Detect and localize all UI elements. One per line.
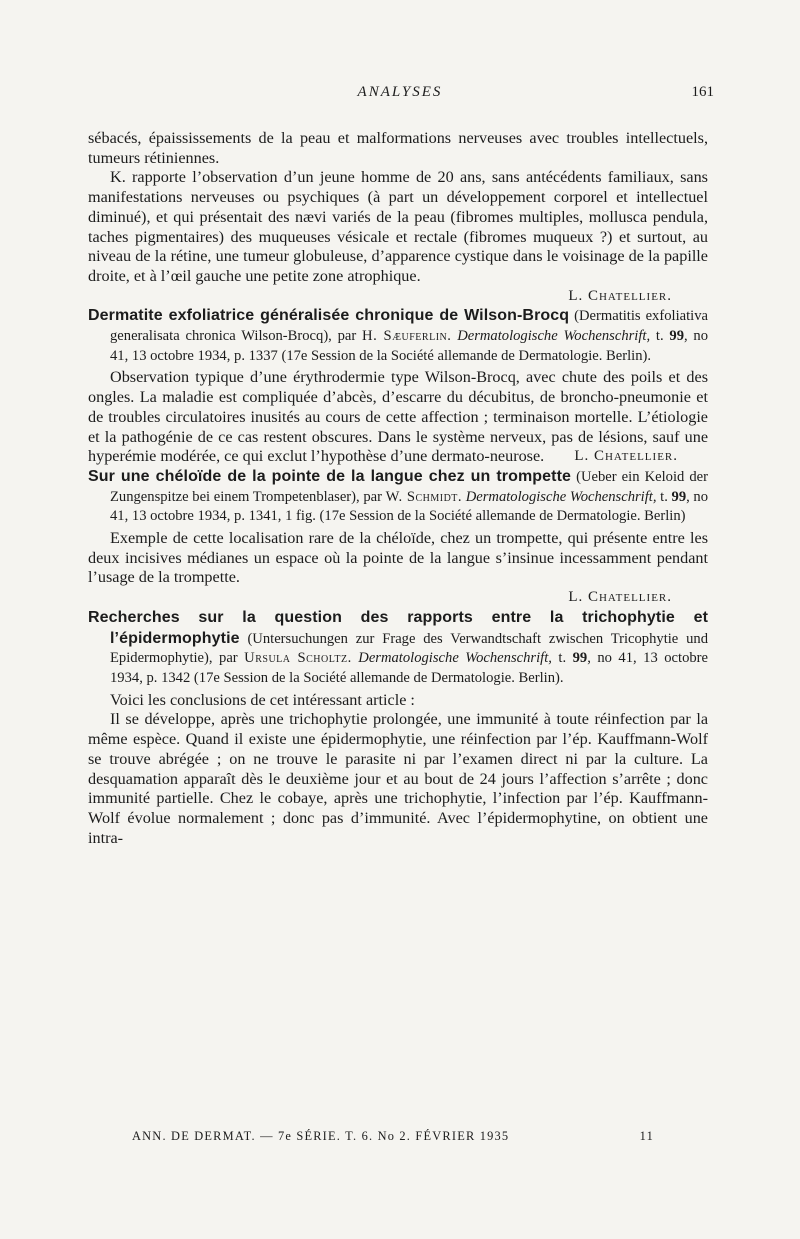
footer-citation: ANN. DE DERMAT. — 7e SÉRIE. T. 6. No 2. FÉVRIER 1935: [132, 1129, 510, 1143]
volume-prefix: t.: [656, 488, 672, 505]
continued-paragraph: K. rapporte l’observation d’un jeune homme de 20 ans, sans antécédents familiaux, sans manifestations nerveuses ou psychiques (à part un développement corporel et intellectuel diminué), et qui présentait des nævi variés de la peau (fibromes multiples, molluscа pendula, taches pigmentaires) des muqueuses vésicale et rectale (fibromes muqueux ?) et surtout, au niveau de la rétine, une tumeur globuleuse, d’apparence cystique dans le voisinage de la papille droite, et à l’œil gauche une petite zone atrophique.: [88, 168, 708, 285]
signature-mark: 11: [639, 1129, 654, 1143]
article-title: Recherches sur la question des rapports entre la trichophytie et l’épidermophytie: [88, 608, 708, 647]
volume-prefix: t.: [650, 328, 670, 345]
author: W. Schmidt.: [385, 488, 463, 505]
citation-details: , no 41, 13 octobre 1934, p. 1337 (17e Session de la Société allemande de Dermatologie. Berlin).: [110, 328, 709, 364]
journal-name: Dermatologische Wochenschrift,: [451, 328, 651, 345]
author: H. Sæuferlin.: [362, 328, 452, 345]
signature: L. Chatellier.: [568, 287, 672, 304]
article-body: Exemple de cette localisation rare de la chéloïde, chez un trompette, qui présente entre les deux incisives médianes un espace où la pointe de la langue s’insinue incessamment pendant l’usage de la trompette.: [88, 529, 708, 587]
original-title: (Dermatitis exfoliativa generalisata chronica Wilson-Brocq), par: [110, 308, 708, 345]
page-body: [88, 129, 708, 848]
article-heading: [88, 306, 708, 366]
citation-details: , no 41, 13 octobre 1934, p. 1342 (17e Session de la Société allemande de Dermatologie. Berlin).: [110, 650, 709, 686]
article-title: Dermatite exfoliatrice généralisée chronique de Wilson-Brocq: [88, 307, 570, 325]
page-header: [86, 84, 714, 106]
article-body: Il se développe, après une trichophytie prolongée, une immunité à toute réinfection par la même espèce. Quand il existe une épidermophytie, une réinfection par l’ép. Kauffmann-Wolf se trouve abrégée ; on ne trouve le parasite ni par l’examen direct ni par la culture. La desquamation apparaît dès le deuxième jour et au bout de 24 jours l’affection s’arrête ; donc immunité partielle. Chez le cobaye, après une trichophytie, l’infection par l’ép. Kauffmann-Wolf évolue normalement ; donc pas d’immunité. Avec l’épidermophytine, on obtient une intra-: [88, 710, 708, 847]
citation-details: , no 41, 13 octobre 1934, p. 1341, 1 fig. (17e Session de la Société allemande de Dermatologie. Berlin): [110, 488, 709, 525]
journal-name: Dermatologische Wochenschrift,: [462, 488, 657, 505]
article-text: Observation typique d’une érythrodermie type Wilson-Brocq, avec chute des poils et des ongles. La maladie est compliquée d’abcès, d’escarre du décubitus, de broncho-pneumonie et de troubles circulatoires inusités au cours de cette affection ; terminaison mortelle. L’étiologie et la pathogénie de ce cas restent obscures. Dans le système nerveux, pas de lésions, sauf une hyperémie modérée, ce qui exclut l’hypothèse d’une dermato-neurose.: [88, 368, 708, 466]
article-heading: [88, 608, 708, 689]
volume: 99: [671, 488, 687, 505]
volume-prefix: t.: [551, 650, 573, 667]
volume: 99: [572, 650, 588, 667]
volume: 99: [669, 328, 684, 345]
article-body: Voici les conclusions de cet intéressant article :: [110, 690, 415, 709]
article-heading: [88, 467, 708, 527]
article-title: Sur une chéloïde de la pointe de la langue chez un trompette: [88, 467, 572, 485]
original-title: (Untersuchungen zur Frage des Verwandtschaft zwischen Tricophytie und Epidermophytie), par: [110, 630, 708, 667]
journal-name: Dermatologische Wochenschrift,: [351, 650, 552, 667]
original-title: (Ueber ein Keloid der Zungenspitze bei einem Trompetenblaser), par: [110, 468, 708, 505]
author: Ursula Scholtz.: [244, 650, 352, 667]
signature: L. Chatellier.: [574, 448, 678, 465]
page-number: 161: [691, 84, 714, 100]
signature: L. Chatellier.: [568, 589, 672, 606]
running-head: ANALYSES: [357, 84, 443, 100]
continued-paragraph: sébacés, épaississements de la peau et malformations nerveuses avec troubles intellectuels, tumeurs rétiniennes.: [88, 129, 708, 167]
article-body: [88, 368, 708, 467]
